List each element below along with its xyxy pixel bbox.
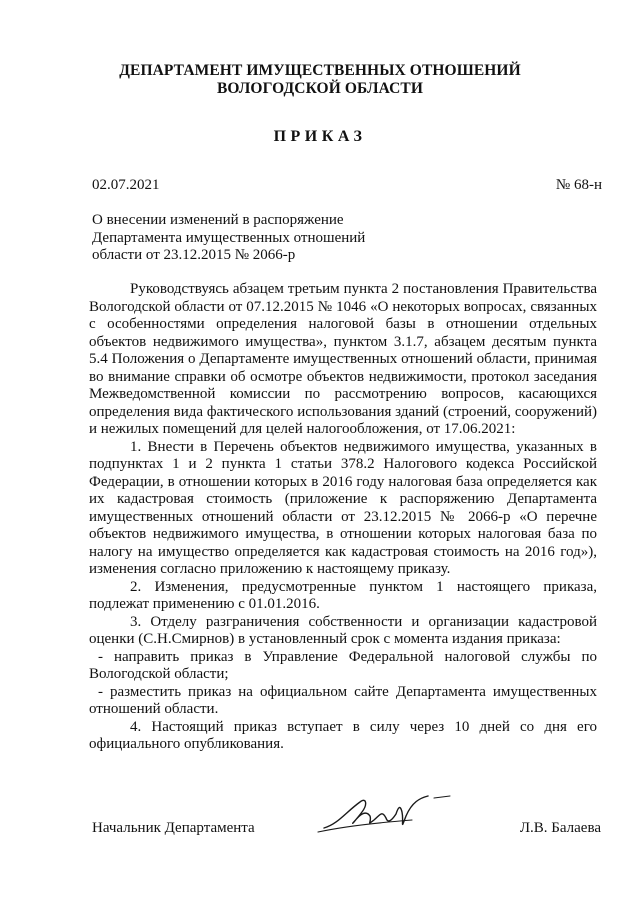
department-name-line1: ДЕПАРТАМЕНТ ИМУЩЕСТВЕННЫХ ОТНОШЕНИЙ: [119, 62, 521, 79]
signer-position: Начальник Департамента: [92, 820, 255, 836]
subject-line-1: О внесении изменений в распоряжение: [92, 212, 344, 228]
preamble-paragraph: Руководствуясь абзацем третьим пункта 2 постановления Правительства Вологодской области от 07.12.2015 № 1046 «О некоторых вопросах, связанных с особенностями определения налоговой базы в отношении отдельных объектов недвижимого имущества», пунктом 3.1.7, абзацем десятым пункта 5.4 Положения о Департаменте имущественных отношений области, принимая во внимание справки об осмотре объектов недвижимости, протокол заседания Межведомственной комиссии по рассмотрению вопросов, касающихся определения вида фактического использования зданий (строений, сооружений) и нежилых помещений для целей налогообложения, от 17.06.2021:: [89, 281, 597, 437]
subject-line-2: Департамента имущественных отношений: [92, 229, 366, 246]
handwritten-signature: [316, 782, 466, 842]
order-number: № 68-н: [555, 177, 602, 193]
item-4-paragraph: 4. Настоящий приказ вступает в силу через 10 дней со дня его официального опубликования.: [89, 718, 597, 752]
item-1-paragraph: 1. Внести в Перечень объектов недвижимого имущества, указанных в подпунктах 1 и 2 пункта 1 статьи 378.2 Налогового кодекса Российской Федерации, в отношении которых в 2016 году налоговая база определяется как их кадастровая стоимость (приложение к распоряжению Департамента имущественных отношений области от 23.12.2015 № 2066-р «О перечне объектов недвижимого имущества, в отношении которых налоговая база по налогу на имущество определяется как кадастровая стоимость на 2016 год»), изменения согласно приложению к настоящему приказу.: [89, 438, 597, 577]
signer-name: Л.В. Балаева: [519, 820, 601, 836]
order-body: [89, 281, 597, 754]
item-2-paragraph: 2. Изменения, предусмотренные пунктом 1 настоящего приказа, подлежат применению с 01.01.2016.: [89, 578, 597, 612]
item-3-dash-2: - разместить приказ на официальном сайте Департамента имущественных отношений области.: [89, 683, 597, 717]
document-type-title: ПРИКАЗ: [273, 128, 367, 145]
order-date: 02.07.2021: [92, 177, 160, 193]
department-name-line2: ВОЛОГОДСКОЙ ОБЛАСТИ: [216, 80, 424, 97]
item-3-dash-1: - направить приказ в Управление Федеральной налоговой службы по Вологодской области;: [89, 648, 597, 682]
subject-line-3: области от 23.12.2015 № 2066-р: [92, 247, 296, 263]
department-header: [60, 62, 580, 98]
item-3-paragraph: 3. Отделу разграничения собственности и организации кадастровой оценки (С.Н.Смирнов) в установленный срок с момента издания приказа:: [89, 613, 597, 647]
order-subject: [92, 212, 365, 265]
